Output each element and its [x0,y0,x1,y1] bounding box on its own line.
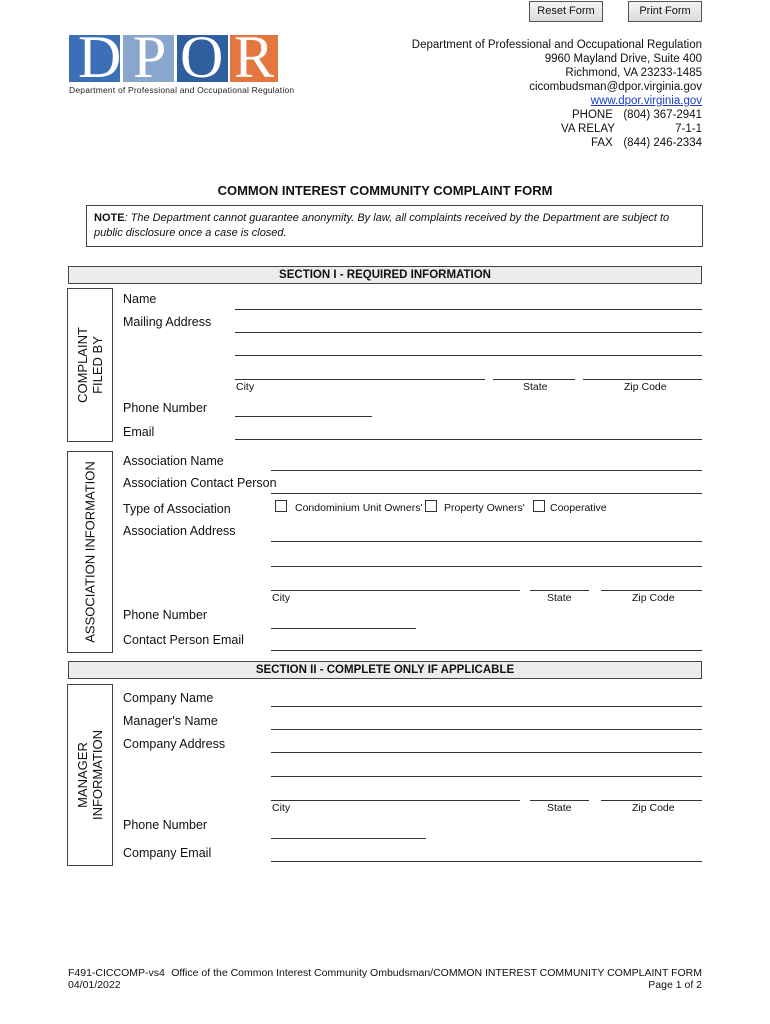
company-state-caption: State [547,802,572,814]
association-info-sidebar [67,451,113,653]
association-info-label: ASSOCIATION INFORMATION [82,461,98,643]
association-address-field-1[interactable] [271,541,702,542]
mailing-address-field-2[interactable] [235,355,702,356]
company-city-caption: City [272,802,291,814]
company-address-field-2[interactable] [271,776,702,777]
cooperative-checkbox[interactable] [533,500,545,512]
condominium-checkbox[interactable] [275,500,287,512]
relay-value: 7-1-1 [675,123,702,135]
association-city-caption: City [272,592,291,604]
contact-person-email-label: Contact Person Email [123,633,244,647]
mailing-address-label: Mailing Address [123,315,212,329]
company-address-field-1[interactable] [271,752,702,753]
managers-name-label: Manager's Name [123,714,218,728]
fax-label: FAX [591,137,613,149]
city-field[interactable] [235,379,485,380]
complaint-filed-by-label: COMPLAINT FILED BY [75,327,105,403]
company-name-field[interactable] [271,706,702,707]
logo-caption: Department of Professional and Occupational Regulation [69,85,295,95]
condominium-option-label: Condominium Unit Owners' [295,502,423,514]
logo-letter-p: P [133,24,167,90]
relay-label: VA RELAY [561,123,615,135]
section-1-header: SECTION I - REQUIRED INFORMATION [68,266,702,284]
association-state-field[interactable] [530,590,589,591]
company-zip-caption: Zip Code [632,802,675,814]
print-form-button[interactable]: Print Form [628,1,702,22]
form-date: 04/01/2022 [68,979,121,991]
association-name-field[interactable] [271,470,702,471]
section-2-header: SECTION II - COMPLETE ONLY IF APPLICABLE [68,661,702,679]
company-address-label: Company Address [123,737,226,751]
company-zip-field[interactable] [601,800,702,801]
agency-street: 9960 Mayland Drive, Suite 400 [544,53,702,65]
reset-form-button[interactable]: Reset Form [529,1,603,22]
company-city-field[interactable] [271,800,520,801]
company-email-label: Company Email [123,846,212,860]
company-name-label: Company Name [123,691,214,705]
note-text: : The Department cannot guarantee anonymity. By law, all complaints received by the Department are subject to public disclosure once a case is closed. [94,212,670,239]
phone-value: (804) 367-2941 [623,109,702,121]
association-address-field-2[interactable] [271,566,702,567]
agency-email: cicombudsman@dpor.virginia.gov [529,81,702,93]
agency-city: Richmond, VA 23233-1485 [565,67,702,79]
page-number: Page 1 of 2 [648,979,702,991]
agency-website-link[interactable]: www.dpor.virginia.gov [590,95,702,107]
property-owners-option-label: Property Owners' [444,502,525,514]
association-name-label: Association Name [123,454,224,468]
association-phone-label: Phone Number [123,608,208,622]
note-box [86,205,703,247]
email-label: Email [123,425,155,439]
company-state-field[interactable] [530,800,589,801]
association-phone-field[interactable] [271,628,416,629]
logo-letter-o: O [180,24,224,90]
association-state-caption: State [547,592,572,604]
association-city-field[interactable] [271,590,520,591]
city-caption: City [236,381,255,393]
agency-name: Department of Professional and Occupational Regulation [411,39,702,51]
fax-value: (844) 246-2334 [623,137,702,149]
zip-caption: Zip Code [624,381,667,393]
zip-field[interactable] [583,379,702,380]
state-caption: State [523,381,548,393]
phone-number-field[interactable] [235,416,372,417]
company-phone-field[interactable] [271,838,426,839]
name-label: Name [123,292,157,306]
association-type-label: Type of Association [123,502,231,516]
association-contact-label: Association Contact Person [123,476,277,490]
footer-office: Office of the Common Interest Community Ombudsman/COMMON INTEREST COMMUNITY COMPLAINT FORM [171,967,702,979]
mailing-address-field-1[interactable] [235,332,702,333]
phone-label: PHONE [572,109,613,121]
note-label: NOTE [94,212,125,224]
property-owners-checkbox[interactable] [425,500,437,512]
association-address-label: Association Address [123,524,236,538]
state-field[interactable] [493,379,575,380]
company-phone-label: Phone Number [123,818,208,832]
association-zip-caption: Zip Code [632,592,675,604]
association-zip-field[interactable] [601,590,702,591]
company-email-field[interactable] [271,861,702,862]
cooperative-option-label: Cooperative [550,502,607,514]
form-title: COMMON INTEREST COMMUNITY COMPLAINT FORM [217,183,553,198]
managers-name-field[interactable] [271,729,702,730]
contact-person-email-field[interactable] [271,650,702,651]
manager-info-label: MANAGER INFORMATION [75,729,105,821]
manager-info-sidebar [67,684,113,866]
logo-letter-r: R [234,24,275,90]
logo-letter-d: D [78,24,122,90]
complaint-filed-by-sidebar [67,288,113,442]
phone-number-label: Phone Number [123,401,208,415]
form-id: F491-CICCOMP-vs4 [68,967,165,979]
association-contact-field[interactable] [271,493,702,494]
name-field[interactable] [235,309,702,310]
email-field[interactable] [235,439,702,440]
